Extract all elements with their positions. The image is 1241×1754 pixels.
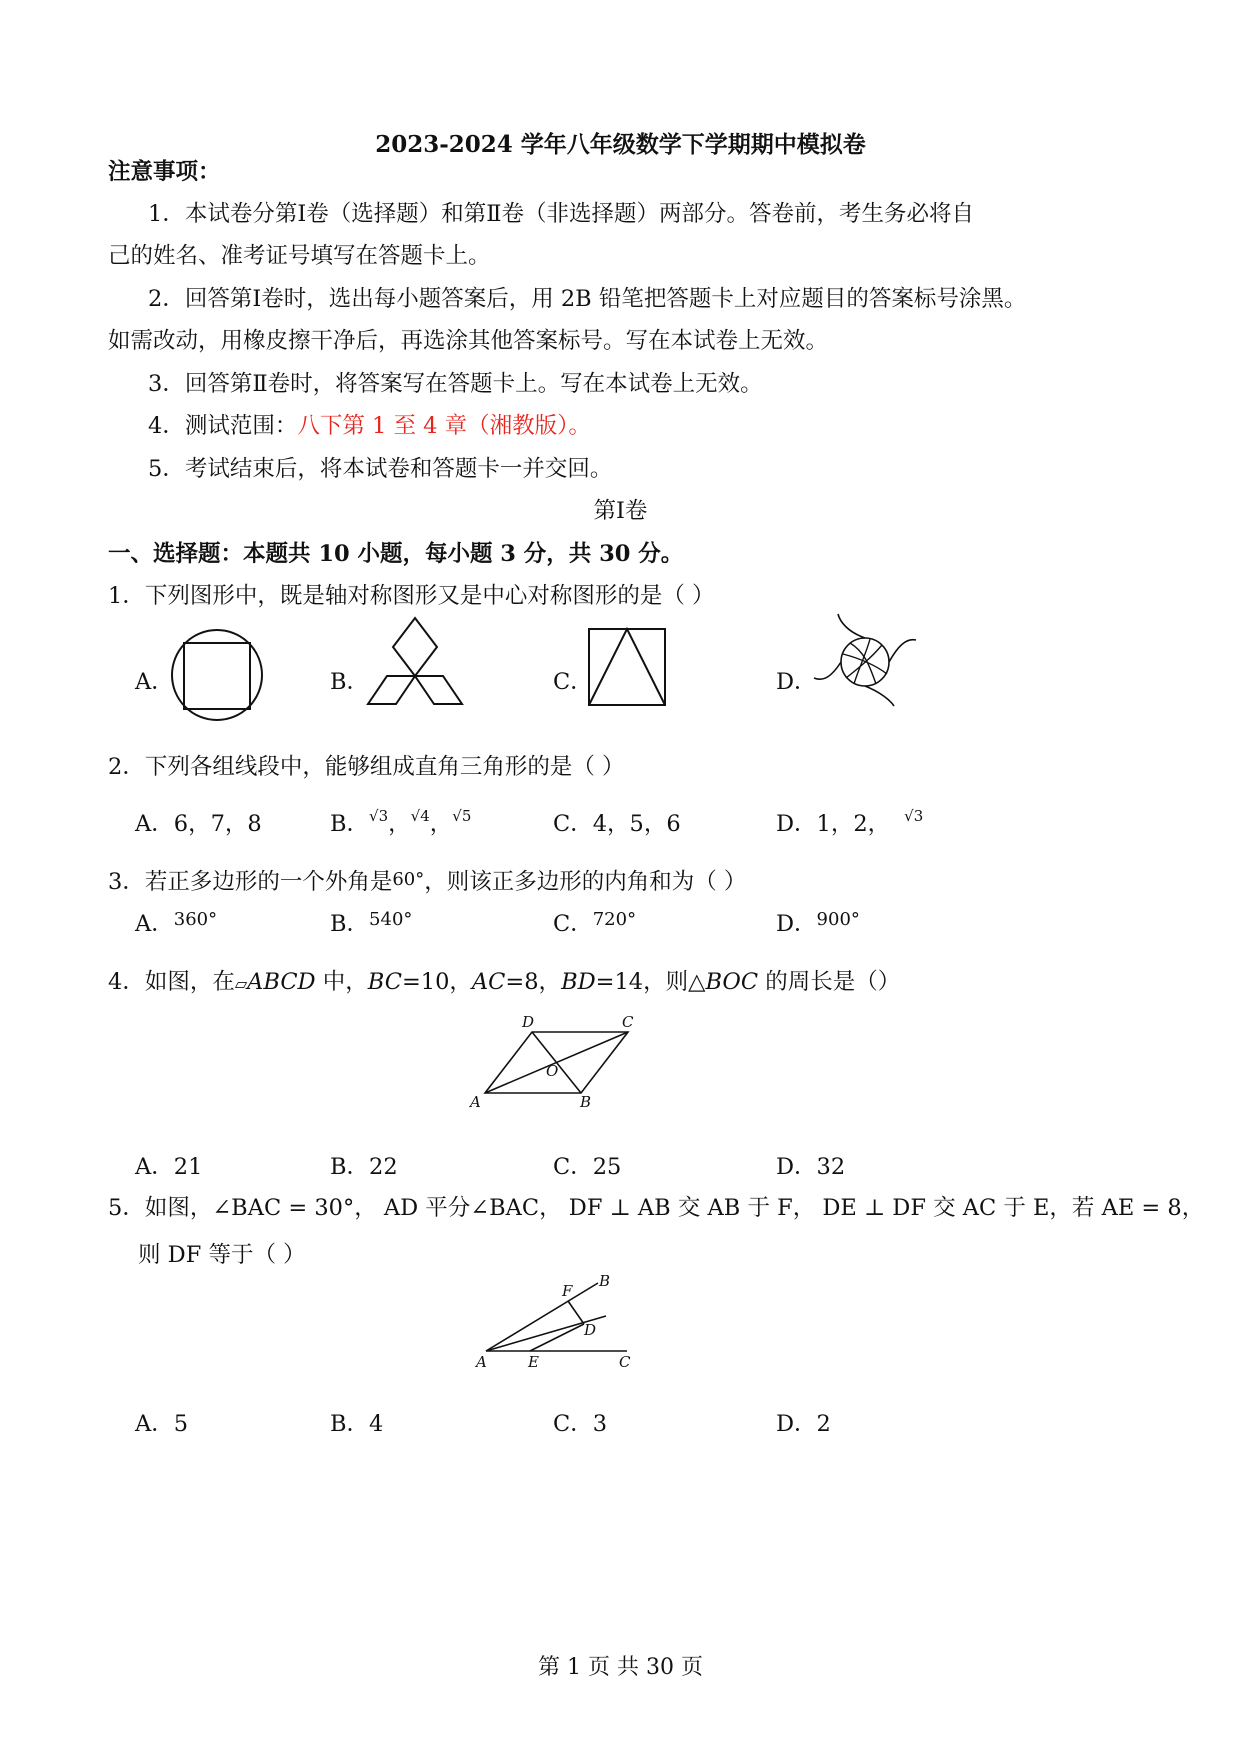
q5-label-a: A (476, 1353, 487, 1371)
notice-item-4 (148, 408, 591, 440)
q4-bd: BD (561, 969, 596, 995)
sqrt4-root: √4 (410, 807, 430, 825)
q3-option-a-label: A． (135, 911, 174, 937)
sqrt5-root: √5 (452, 807, 472, 825)
q5-option-c: C．3 (553, 1411, 608, 1437)
q4-label-a: A (470, 1093, 481, 1111)
q4-abcd: ABCD (247, 969, 316, 995)
q2-option-b (330, 806, 471, 838)
q4-bc: BC (367, 969, 402, 995)
volume-label: 第Ⅰ卷 (593, 498, 648, 524)
q5-option-a: A．5 (135, 1411, 189, 1437)
page-footer: 第 1 页 共 30 页 (538, 1655, 703, 1680)
q3-option-d-value: 900° (816, 909, 860, 930)
q4-boc: BOC (705, 969, 759, 995)
q3-option-c-label: C． (553, 911, 593, 937)
q4-label-o: O (546, 1062, 559, 1080)
q3-option-b-value: 540° (369, 909, 413, 930)
notice-item-5: 5．考试结束后，将本试卷和答题卡一并交回。 (148, 456, 613, 482)
q2-stem: 2．下列各组线段中，能够组成直角三角形的是（ ） (108, 754, 625, 780)
q4-option-a: A．21 (135, 1154, 203, 1180)
q4-option-b: B．22 (330, 1154, 398, 1180)
q4-stem (108, 964, 900, 996)
q4-ac: AC (471, 969, 506, 995)
q2-separator-1: ， (388, 811, 411, 837)
q4-mid-2: =10， (401, 969, 472, 995)
q5-label-d: D (584, 1321, 597, 1339)
q2-option-a: A．6，7，8 (135, 811, 262, 837)
q3-option-c (553, 906, 636, 938)
q4-option-c: C．25 (553, 1154, 622, 1180)
notice-heading: 注意事项： (108, 159, 221, 185)
q1-option-d-label: D． (776, 669, 817, 695)
q4-stem-prefix: 4．如图，在 (108, 969, 235, 995)
q5-label-c: C (619, 1353, 631, 1371)
q3-option-d-label: D． (776, 911, 817, 937)
q4-label-b: B (580, 1093, 592, 1111)
q1-stem: 1．下列图形中，既是轴对称图形又是中心对称图形的是（ ） (108, 583, 715, 609)
q1-figure-c-square-triangle (588, 628, 668, 708)
q5-label-f: F (562, 1282, 573, 1300)
q3-stem-suffix: ，则该正多边形的内角和为（ ） (424, 869, 747, 895)
q3-stem-prefix: 3．若正多边形的一个外角是 (108, 869, 393, 895)
sqrt3-root: √3 (369, 807, 389, 825)
notice-item-2-line-1: 2．回答第Ⅰ卷时，选出每小题答案后，用 2B 铅笔把答题卡上对应题目的答案标号涂黑。 (148, 286, 1027, 312)
q5-option-b: B．4 (330, 1411, 384, 1437)
section-1-heading: 一、选择题：本题共 10 小题，每小题 3 分，共 30 分。 (108, 541, 684, 567)
q4-parallelogram-figure (470, 1012, 640, 1112)
q1-figure-b-three-rhombi (360, 615, 470, 710)
page-title: 2023-2024 学年八年级数学下学期期中模拟卷 (375, 131, 866, 158)
q4-stem-suffix: 的周长是（） (758, 969, 901, 995)
notice-item-2-line-2: 如需改动，用橡皮擦干净后，再选涂其他答案标号。写在本试卷上无效。 (108, 328, 829, 354)
q3-option-d (776, 906, 860, 938)
parallelogram-symbol: ▱ (234, 974, 248, 993)
q1-option-a-label: A． (135, 669, 174, 695)
q3-option-a (135, 906, 217, 938)
notice-item-1-line-1: 1．本试卷分第Ⅰ卷（选择题）和第Ⅱ卷（非选择题）两部分。答卷前，考生务必将自 (148, 201, 974, 227)
q1-figure-d-spiral-circle (810, 612, 920, 712)
q4-mid-4: =14，则△ (595, 969, 706, 995)
q5-stem-line-1: 5．如图，∠BAC = 30°， AD 平分∠BAC， DF ⊥ AB 交 AB 于 F， DE ⊥ DF 交 AC 于 E，若 AE = 8， (108, 1195, 1205, 1221)
q1-option-c-label: C． (553, 669, 593, 695)
q5-option-d: D．2 (776, 1411, 831, 1437)
q3-option-a-value: 360° (173, 909, 218, 930)
q4-label-c: C (622, 1013, 634, 1031)
q2-separator-2: ， (429, 811, 453, 837)
q2-option-d-label: D．1，2， (776, 811, 891, 837)
q4-label-d: D (522, 1013, 535, 1031)
q5-label-b: B (599, 1272, 611, 1290)
q3-option-b (330, 906, 412, 938)
q1-option-b-label: B． (330, 669, 370, 695)
notice-item-1-line-2: 己的姓名、准考证号填写在答题卡上。 (108, 243, 491, 269)
q4-option-d: D．32 (776, 1154, 846, 1180)
q2-option-c: C．4，5，6 (553, 811, 681, 837)
q3-angle: 60° (392, 869, 425, 890)
q3-stem (108, 864, 746, 896)
q3-option-b-label: B． (330, 911, 370, 937)
q1-figure-a-circle-square (170, 627, 266, 723)
q4-mid-3: =8， (505, 969, 562, 995)
q2-option-b-label: B． (330, 811, 370, 837)
q5-angle-figure (472, 1272, 642, 1372)
notice-item-4-prefix: 4．测试范围： (148, 413, 298, 439)
q2-option-d (776, 806, 923, 838)
q5-label-e: E (528, 1353, 539, 1371)
q5-stem-line-2: 则 DF 等于（ ） (138, 1242, 306, 1268)
test-range: 八下第 1 至 4 章（湘教版）。 (297, 413, 591, 439)
notice-item-3: 3．回答第Ⅱ卷时，将答案写在答题卡上。写在本试卷上无效。 (148, 371, 763, 397)
sqrt3-root-d: √3 (904, 807, 924, 825)
q3-option-c-value: 720° (592, 909, 637, 930)
q4-mid-1: 中， (315, 969, 368, 995)
